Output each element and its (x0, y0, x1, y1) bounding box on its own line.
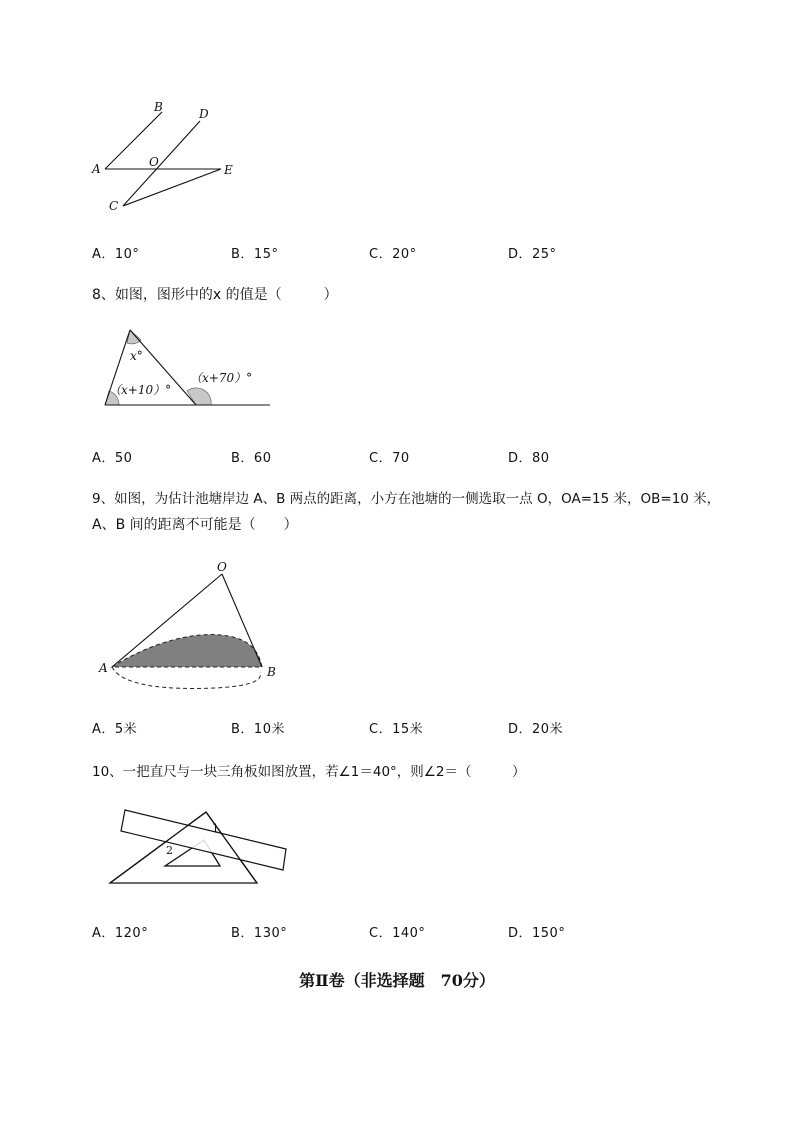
q9-stem-line2: A、B 间的距离不可能是（ ） (92, 517, 298, 533)
q10-stem: 10、一把直尺与一块三角板如图放置，若∠1＝40°，则∠2＝（ ） (92, 764, 526, 780)
section-title: 第Ⅱ卷（非选择题 70分） (299, 971, 495, 990)
q9-option-d[interactable]: D．20米 (508, 722, 564, 737)
angle-ext-shade (187, 388, 211, 405)
label-C: C (109, 199, 119, 213)
q8-option-d[interactable]: D．80 (508, 451, 550, 466)
angle-1-label: 1 (212, 822, 219, 835)
q7-option-b[interactable]: B．15° (231, 247, 279, 262)
q7-option-c[interactable]: C．20° (369, 247, 417, 262)
angle-2-label: 2 (166, 844, 173, 857)
label-D: D (199, 107, 209, 121)
q10-figure (100, 800, 295, 890)
q8-option-c[interactable]: C．70 (369, 451, 410, 466)
q9-option-a[interactable]: A．5米 (92, 722, 138, 737)
label-x-top: x° (130, 349, 143, 363)
label-O: O (217, 560, 227, 574)
q8-option-b[interactable]: B．60 (231, 451, 272, 466)
label-x-left: （x+10）° (109, 383, 172, 397)
q7-option-a[interactable]: A．10° (92, 247, 140, 262)
line-CE (123, 169, 221, 206)
label-B: B (154, 100, 163, 114)
q10-option-b[interactable]: B．130° (231, 926, 288, 941)
q8-option-a[interactable]: A．50 (92, 451, 133, 466)
label-O: O (149, 155, 159, 169)
q10-option-c[interactable]: C．140° (369, 926, 426, 941)
label-x-ext: （x+70）° (190, 371, 253, 385)
q7-figure (88, 98, 248, 218)
pond-shaded-region (112, 635, 262, 667)
q10-option-d[interactable]: D．150° (508, 926, 566, 941)
q9-option-b[interactable]: B．10米 (231, 722, 285, 737)
line-CD (123, 121, 200, 206)
q9-option-c[interactable]: C．15米 (369, 722, 424, 737)
q8-figure (100, 325, 275, 410)
q8-stem: 8、如图，图形中的x 的值是（ ） (92, 287, 338, 303)
q10-option-a[interactable]: A．120° (92, 926, 149, 941)
label-E: E (224, 163, 233, 177)
label-A: A (92, 162, 101, 176)
pond-lower-edge (112, 667, 260, 688)
q7-option-d[interactable]: D．25° (508, 247, 557, 262)
label-A: A (99, 661, 108, 675)
q9-figure (95, 560, 285, 695)
label-B: B (267, 665, 276, 679)
q9-stem-line1: 9、如图，为估计池塘岸边 A、B 两点的距离，小方在池塘的一侧选取一点 O，OA=15 米，OB=10 米， (92, 491, 721, 507)
